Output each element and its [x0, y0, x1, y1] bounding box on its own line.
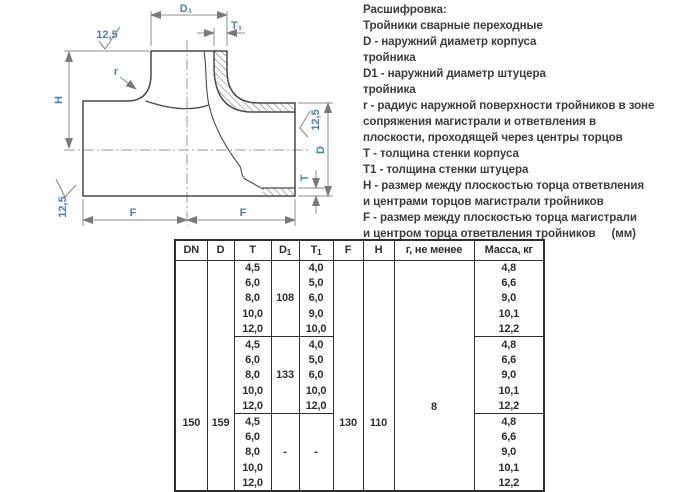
centerlines	[64, 40, 311, 226]
cell-mass: 4,8	[474, 260, 544, 275]
cell-mass: 12,2	[474, 475, 544, 490]
cell-t: 12,0	[234, 399, 271, 414]
col-header-d1: $D_1$	[271, 240, 299, 260]
cell-t: 10,0	[234, 460, 271, 475]
cell-r-min: 8	[394, 260, 474, 491]
legend-line: и центрами торцов магистрали тройников	[363, 195, 604, 208]
section-hatching	[214, 51, 295, 196]
legend-line: T - толщина стенки корпуса	[363, 147, 519, 160]
cell-t: 4,5	[234, 414, 271, 429]
label-roughness-right: 12,5	[310, 109, 322, 131]
cell-t1: 5,0	[299, 352, 333, 367]
label-roughness-top: 12,5	[96, 29, 118, 41]
cell-dn: 150	[175, 260, 207, 491]
legend-line: тройника	[363, 51, 416, 64]
label-d1: D₁	[179, 3, 193, 15]
tee-fitting-svg	[0, 0, 362, 238]
label-t1: T₁	[231, 20, 243, 32]
cell-mass: 10,1	[474, 306, 544, 321]
cell-t: 12,0	[234, 475, 271, 490]
cell-mass: 4,8	[474, 337, 544, 352]
cell-mass: 6,6	[474, 429, 544, 444]
legend-line: H - размер между плоскостью торца ответвления	[363, 179, 645, 192]
cell-t1: 5,0	[299, 275, 333, 290]
spec-table-container	[174, 239, 545, 492]
cell-mass: 9,0	[474, 291, 544, 306]
cell-t1: 4,0	[299, 337, 333, 352]
header-row	[175, 240, 544, 260]
col-header-t: T	[234, 240, 271, 260]
cell-t: 6,0	[234, 352, 271, 367]
legend-line: r - радиус наружной поверхности тройников в зоне	[363, 99, 655, 112]
cell-t1: 10,0	[299, 383, 333, 398]
roughness-mark-right	[300, 111, 310, 137]
cell-t: 4,5	[234, 337, 271, 352]
cell-t: 4,5	[234, 260, 271, 275]
col-header-dn: DN	[175, 240, 207, 260]
label-d: D	[315, 146, 327, 154]
cell-t: 10,0	[234, 306, 271, 321]
label-t: T	[299, 174, 311, 182]
legend	[363, 2, 698, 242]
cell-mass: 10,1	[474, 383, 544, 398]
cell-d1: -	[271, 414, 299, 491]
col-header-d: D	[207, 240, 234, 260]
cell-d: 159	[207, 260, 234, 491]
cell-d1: 133	[271, 337, 299, 414]
roughness-mark-bottom	[56, 179, 76, 197]
col-header-h: H	[363, 240, 394, 260]
cell-t: 6,0	[234, 275, 271, 290]
legend-line: сопряжения магистрали и ответвления в	[363, 115, 596, 128]
cell-mass: 6,6	[474, 275, 544, 290]
cell-mass: 12,2	[474, 399, 544, 414]
cell-mass: 9,0	[474, 445, 544, 460]
spec-table	[174, 239, 545, 492]
tee-fitting-drawing	[0, 0, 362, 238]
cell-t1: -	[299, 414, 333, 491]
col-header-mass: Масса, кг	[474, 240, 544, 260]
cell-mass: 12,2	[474, 322, 544, 337]
legend-line: D1 - наружний диаметр штуцера	[363, 67, 546, 80]
label-f-left: F	[129, 207, 137, 219]
cell-t1: 6,0	[299, 368, 333, 383]
table-row	[175, 260, 544, 275]
cell-d1: 108	[271, 260, 299, 337]
legend-line: D - наружний диаметр корпуса	[363, 35, 537, 48]
col-header-t1: $T_1$	[299, 240, 333, 260]
unit-note: (мм)	[611, 227, 636, 240]
cell-t1: 4,0	[299, 260, 333, 275]
cell-t1: 9,0	[299, 306, 333, 321]
label-r: r	[113, 66, 119, 78]
cell-mass: 10,1	[474, 460, 544, 475]
cell-mass: 9,0	[474, 368, 544, 383]
cell-t: 10,0	[234, 383, 271, 398]
legend-line: тройника	[363, 83, 416, 96]
cell-t: 8,0	[234, 445, 271, 460]
legend-title: Расшифровка:	[363, 3, 447, 16]
cell-f: 130	[333, 260, 363, 491]
saddle-weld-curve	[146, 101, 209, 109]
col-header-f: F	[333, 240, 363, 260]
cell-t: 6,0	[234, 429, 271, 444]
cell-t: 8,0	[234, 291, 271, 306]
cell-t1: 12,0	[299, 399, 333, 414]
cell-t: 8,0	[234, 368, 271, 383]
cell-mass: 6,6	[474, 352, 544, 367]
cell-t1: 6,0	[299, 291, 333, 306]
legend-line: F - размер между плоскостью торца магистрали	[363, 211, 637, 224]
break-line	[204, 51, 263, 189]
cell-h: 110	[363, 260, 394, 491]
cell-t: 12,0	[234, 322, 271, 337]
legend-line: Т1 - толщина стенки штуцера	[363, 163, 529, 176]
col-header-r: г, не менее	[394, 240, 474, 260]
label-f-right: F	[239, 207, 247, 219]
label-roughness-bottom: 12,5	[57, 196, 69, 218]
cell-mass: 4,8	[474, 414, 544, 429]
label-h: H	[53, 96, 65, 104]
cell-t1: 10,0	[299, 322, 333, 337]
legend-line: плоскости, проходящей через центры торцов	[363, 131, 623, 144]
legend-line-text: и центром торца ответвления тройников	[363, 227, 596, 240]
legend-line: Тройники сварные переходные	[363, 19, 543, 32]
